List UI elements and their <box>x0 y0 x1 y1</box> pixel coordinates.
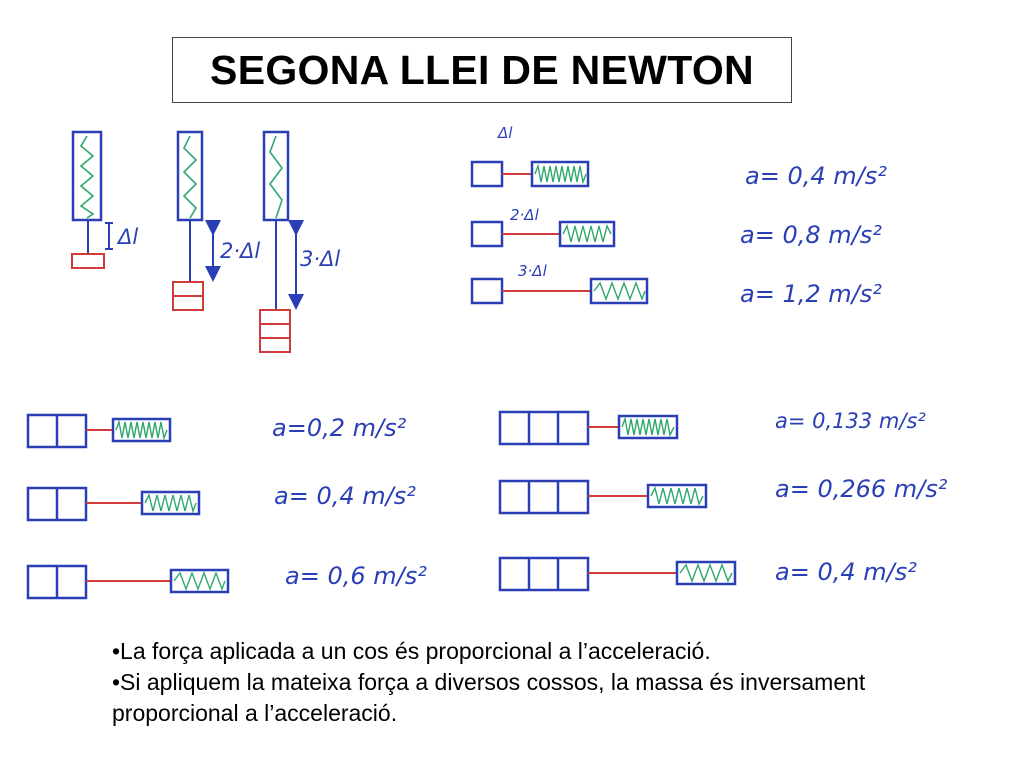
page-title: SEGONA LLEI DE NEWTON <box>210 46 754 93</box>
mass-block <box>72 254 104 268</box>
acceleration-label: a= 0,4 m/s² <box>274 482 416 510</box>
acceleration-label: a=0,2 m/s² <box>272 414 407 442</box>
mass-block <box>173 296 203 310</box>
vertical-spring-3 <box>260 132 340 352</box>
mass-block <box>173 282 203 296</box>
two-mass-row-1 <box>28 414 407 447</box>
three-mass-row-2 <box>500 475 948 513</box>
horizontal-spring-row-2 <box>472 206 882 249</box>
elongation-label: 3·Δl <box>300 247 341 271</box>
acceleration-label: a= 0,6 m/s² <box>285 562 427 590</box>
acceleration-label: a= 0,4 m/s² <box>745 162 887 190</box>
bullet-item: •Si apliquem la mateixa força a diversos cossos, la massa és inversament proporcional a l’acceleració. <box>112 669 866 726</box>
mass-block <box>260 338 290 352</box>
elongation-label: 2·Δl <box>220 239 261 263</box>
mass-block <box>260 324 290 338</box>
conclusions <box>112 636 972 729</box>
acceleration-label: a= 0,266 m/s² <box>775 475 948 503</box>
acceleration-label: a= 0,133 m/s² <box>775 409 926 433</box>
two-mass-row-2 <box>28 482 416 520</box>
three-mass-row-1 <box>500 409 926 444</box>
vertical-spring-1 <box>72 132 138 268</box>
mass-block <box>260 310 290 324</box>
horizontal-spring-row-1 <box>472 124 887 190</box>
body-block <box>472 222 502 246</box>
two-mass-row-3 <box>28 562 427 598</box>
elongation-label: 2·Δl <box>510 206 539 224</box>
elongation-label: 3·Δl <box>518 262 547 280</box>
body-block <box>472 162 502 186</box>
three-mass-row-3 <box>500 558 917 590</box>
elongation-label: Δl <box>118 225 139 249</box>
bullet-item: •La força aplicada a un cos és proporcional a l’acceleració. <box>112 638 711 664</box>
vertical-spring-2 <box>173 132 260 310</box>
horizontal-spring-row-3 <box>472 262 882 308</box>
body-block <box>500 481 588 513</box>
body-block <box>500 558 588 590</box>
body-block <box>500 412 588 444</box>
elongation-label: Δl <box>498 124 513 142</box>
acceleration-label: a= 1,2 m/s² <box>740 280 882 308</box>
body-block <box>472 279 502 303</box>
acceleration-label: a= 0,4 m/s² <box>775 558 917 586</box>
acceleration-label: a= 0,8 m/s² <box>740 221 882 249</box>
